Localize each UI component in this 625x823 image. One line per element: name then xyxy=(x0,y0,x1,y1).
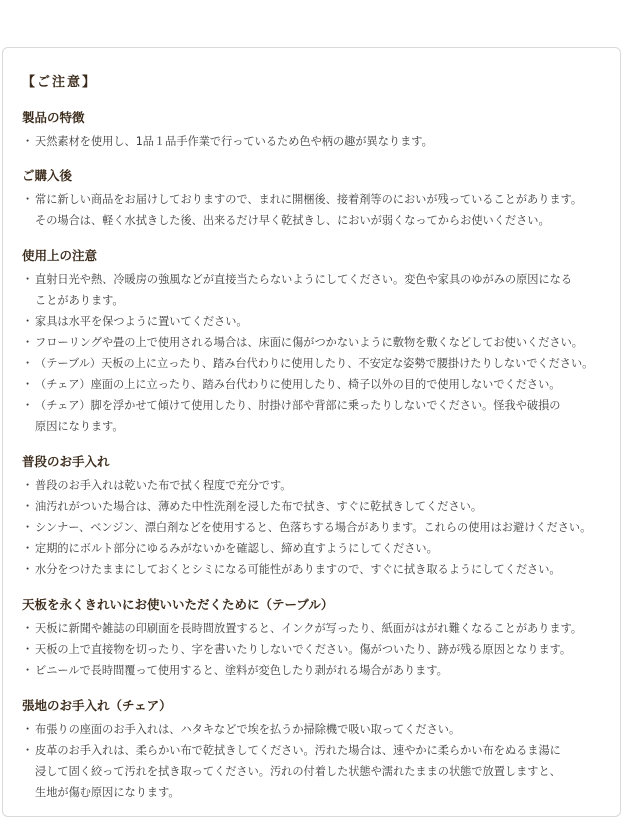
list-item xyxy=(22,374,614,395)
list-item xyxy=(22,660,614,681)
list-item xyxy=(22,353,614,374)
list-item xyxy=(22,189,614,231)
list-item-text: 水分をつけたままにしておくとシミになる可能性がありますので、すぐに拭き取るようにしてください。 xyxy=(35,563,561,576)
bullet-marker: ・ xyxy=(22,399,34,412)
bullet-marker: ・ xyxy=(22,315,34,328)
list-item-text: （チェア）脚を浮かせて傾けて使用したり、肘掛け部や背部に乗ったりしないでください。怪我や破損の xyxy=(35,399,561,412)
bullet-marker: ・ xyxy=(22,664,34,677)
section-heading: 使用上の注意 xyxy=(22,248,98,263)
list-item-text: 生地が傷む原因になります。 xyxy=(35,786,180,799)
bullet-marker: ・ xyxy=(22,563,34,576)
bullet-marker: ・ xyxy=(22,336,34,349)
list-item-text: ビニールで長時間覆って使用すると、塗料が変色したり剥がれる場合があります。 xyxy=(35,664,448,677)
list-item xyxy=(22,131,614,152)
list-item xyxy=(22,719,614,740)
bullet-marker: ・ xyxy=(22,193,34,206)
section-product-features xyxy=(22,110,614,152)
bullet-marker: ・ xyxy=(22,273,34,286)
list-item-text: ことがあります。 xyxy=(35,294,124,307)
list-item-text: （テーブル）天板の上に立ったり、踏み台代わりに使用したり、不安定な姿勢で腰掛けたりしないでください。 xyxy=(35,357,594,370)
list-item-text: 普段のお手入れは乾いた布で拭く程度で充分です。 xyxy=(35,479,292,492)
list-item-text: 布張りの座面のお手入れは、ハタキなどで埃を払うか掃除機で吸い取ってください。 xyxy=(35,723,461,736)
section-heading: 天板を永くきれいにお使いいただくために（テーブル） xyxy=(22,597,334,612)
section-after-purchase xyxy=(22,168,614,231)
list-item-text: 天板に新聞や雑誌の印刷面を長時間放置すると、インクが写ったり、紙面がはがれ難くなることがあります。 xyxy=(35,622,583,635)
list-item xyxy=(22,496,614,517)
bullet-marker: ・ xyxy=(22,542,34,555)
list-item-text: 油汚れがついた場合は、薄めた中性洗剤を浸した布で拭き、すぐに乾拭きしてください。 xyxy=(35,500,483,513)
list-item-text: 天板の上で直接物を切ったり、字を書いたりしないでください。傷がついたり、跡が残る原因となります。 xyxy=(35,643,572,656)
bullet-marker: ・ xyxy=(22,135,34,148)
bullet-marker: ・ xyxy=(22,479,34,492)
bullet-marker: ・ xyxy=(22,622,34,635)
list-item-text: 原因になります。 xyxy=(35,420,124,433)
section-heading: 普段のお手入れ xyxy=(22,454,110,469)
list-item-text: 家具は水平を保つように置いてください。 xyxy=(35,315,248,328)
section-usage-cautions xyxy=(22,248,614,437)
list-item xyxy=(22,538,614,559)
bullet-marker: ・ xyxy=(22,643,34,656)
list-item xyxy=(22,475,614,496)
list-item xyxy=(22,517,614,538)
section-tabletop-care xyxy=(22,597,614,681)
list-item xyxy=(22,395,614,437)
list-item-text: （チェア）座面の上に立ったり、踏み台代わりに使用したり、椅子以外の目的で使用しないでください。 xyxy=(35,378,561,391)
bullet-marker: ・ xyxy=(22,378,34,391)
list-item-text: 定期的にボルト部分にゆるみがないかを確認し、締め直すようにしてください。 xyxy=(35,542,438,555)
list-item-text: 直射日光や熱、冷暖房の強風などが直接当たらないようにしてください。変色や家具のゆがみの原因になる xyxy=(35,273,573,286)
bullet-marker: ・ xyxy=(22,723,34,736)
list-item xyxy=(22,269,614,311)
section-upholstery-care xyxy=(22,698,614,803)
list-item-text: 常に新しい商品をお届けしておりますので、まれに開梱後、接着剤等のにおいが残っていることがあります。 xyxy=(35,193,583,206)
bullet-marker: ・ xyxy=(22,744,34,757)
list-item xyxy=(22,559,614,580)
list-item-text: 浸して固く絞って汚れを拭き取ってください。汚れの付着した状態や濡れたままの状態で放置しますと、 xyxy=(35,765,561,778)
list-item xyxy=(22,639,614,660)
list-item xyxy=(22,332,614,353)
list-item xyxy=(22,311,614,332)
section-heading: ご購入後 xyxy=(22,168,73,183)
page-title: 【ご注意】 xyxy=(22,75,98,90)
list-item-text: フローリングや畳の上で使用される場合は、床面に傷がつかないように敷物を敷くなどしてお使いください。 xyxy=(35,336,583,349)
section-heading: 張地のお手入れ（チェア） xyxy=(22,698,172,713)
bullet-marker: ・ xyxy=(22,500,34,513)
bullet-marker: ・ xyxy=(22,357,34,370)
section-heading: 製品の特徴 xyxy=(22,110,85,125)
list-item-text: 天然素材を使用し、1品１品手作業で行っているため色や柄の趣が異なります。 xyxy=(35,135,433,148)
list-item-text: シンナー、ベンジン、漂白剤などを使用すると、色落ちする場合があります。これらの使用はお避けください。 xyxy=(35,521,592,534)
bullet-marker: ・ xyxy=(22,521,34,534)
list-item xyxy=(22,740,614,803)
list-item-text: 皮革のお手入れは、柔らかい布で乾拭きしてください。汚れた場合は、速やかに柔らかい布をぬるま湯に xyxy=(35,744,561,757)
section-daily-care xyxy=(22,454,614,580)
list-item xyxy=(22,618,614,639)
list-item-text: その場合は、軽く水拭きした後、出来るだけ早く乾拭きし、においが弱くなってからお使いください。 xyxy=(35,214,550,227)
